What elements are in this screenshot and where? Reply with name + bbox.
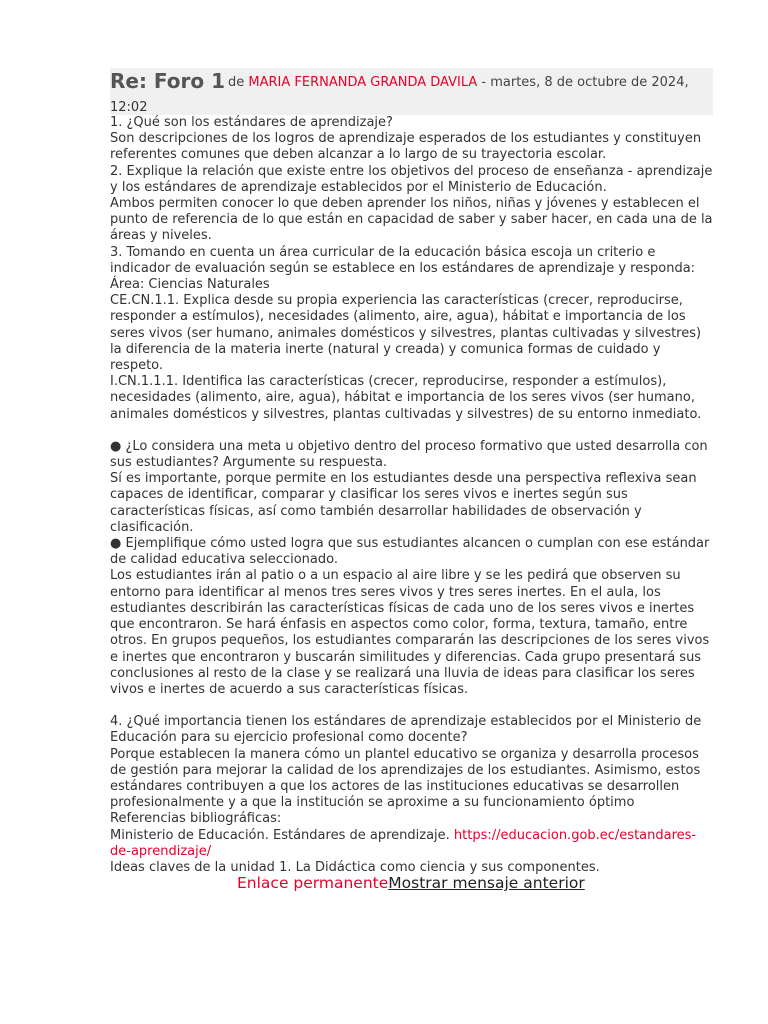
reference-1-text: Ministerio de Educación. Estándares de aprendizaje. xyxy=(110,827,454,843)
references-heading: Referencias bibliográficas: xyxy=(110,811,282,827)
question-2: 2. Explique la relación que existe entre los objetivos del proceso de enseñanza - aprendizaje y los estándares de aprendizaje establecidos por el Ministerio de Educación. xyxy=(110,163,717,195)
indicator-text: I.CN.1.1.1. Identifica las características (crecer, reproducirse, responder a estímulos), necesidades (alimento, aire, agua), hábitat e importancia de los seres vivos (ser humano, animales domésticos y silvestres, plantas cultivadas y silvestres) de su entorno inmediato. xyxy=(110,374,702,422)
show-previous-link[interactable]: Mostrar mensaje anterior xyxy=(388,874,585,892)
bullet-answer-a: Sí es importante, porque permite en los estudiantes desde una perspectiva reflexiva sean capaces de identificar, comparar y clasificar los seres vivos e inertes según sus características físicas, así como también desarrollar habilidades de observación y clasificación. xyxy=(110,471,701,535)
permalink-link[interactable]: Enlace permanente xyxy=(237,874,389,892)
by-word: de xyxy=(228,75,245,90)
reference-1 xyxy=(110,828,713,860)
reference-2: Ideas claves de la unidad 1. La Didáctica como ciencia y sus componentes. xyxy=(110,859,600,875)
answer-2: Ambos permiten conocer lo que deben aprender los niños, niñas y jóvenes y establecen el punto de referencia de lo que están en capacidad de saber y saber hacer, en cada una de la áreas y niveles. xyxy=(110,196,717,244)
answer-4: Porque establecen la manera cómo un plantel educativo se organiza y desarrolla procesos de gestión para mejorar la calidad de los aprendizajes de los estudiantes. Asimismo, estos estándares contribuyen a que los actores de las instituciones educativas se desarrollen profesionalmente y a que la institución se aproxime a su funcionamiento óptimo xyxy=(110,746,705,811)
spacer xyxy=(110,698,713,714)
area-label: Área: Ciencias Naturales xyxy=(110,277,270,293)
question-1: 1. ¿Qué son los estándares de aprendizaje? xyxy=(110,115,393,130)
post-subject: Re: Foro 1 xyxy=(110,69,225,93)
post-author-link[interactable]: MARIA FERNANDA GRANDA DAVILA xyxy=(248,75,478,90)
criterion-text: CE.CN.1.1. Explica desde su propia experiencia las características (crecer, reproducirse, responder a estímulos), necesidades (alimento, aire, agua), hábitat e importancia de los seres vivos (ser humano, animales domésticos y silvestres, plantas cultivadas y silvestres) la diferencia de la materia inerte (natural y creada) y comunica formas de cuidado y respeto. xyxy=(110,293,706,374)
post-time: 12:02 xyxy=(110,100,148,115)
post-body xyxy=(110,115,717,876)
post-meta xyxy=(228,75,689,91)
post-header xyxy=(110,68,713,115)
spacer xyxy=(110,423,713,439)
question-4: 4. ¿Qué importancia tienen los estándares de aprendizaje establecidos por el Ministerio de Educación para su ejercicio profesional como docente? xyxy=(110,714,706,746)
bullet-question-b: ● Ejemplifique cómo usted logra que sus estudiantes alcancen o cumplan con ese estándar de calidad educativa seleccionado. xyxy=(110,536,714,568)
forum-post xyxy=(110,68,717,876)
bullet-answer-b: Los estudiantes irán al patio o a un espacio al aire libre y se les pedirá que observen su entorno para identificar al menos tres seres vivos y tres seres inertes. En el aula, los estudiantes describirán las características físicas de cada uno de los seres vivos e inertes que encontraron. Se hará énfasis en aspectos como color, forma, textura, tamaño, entre otros. En grupos pequeños, los estudiantes compararán las descripciones de los seres vivos e inertes que encontraron y buscarán similitudes y diferencias. Cada grupo presentará sus conclusiones al resto de la clase y se realizará una lluvia de ideas para clasificar los seres vivos e inertes de acuerdo a sus características físicas. xyxy=(110,568,714,697)
post-date: - martes, 8 de octubre de 2024, xyxy=(477,75,689,90)
bullet-question-a: ● ¿Lo considera una meta u objetivo dentro del proceso formativo que usted desarrolla con sus estudiantes? Argumente su respuesta. xyxy=(110,438,712,471)
reference-1-link[interactable]: https://educacion.gob.ec/estandares-de-aprendizaje/ xyxy=(110,827,697,859)
post-footer xyxy=(237,874,585,892)
answer-1: Son descripciones de los logros de aprendizaje esperados de los estudiantes y constituyen referentes comunes que deben alcanzar a lo largo de su trayectoria escolar. xyxy=(110,131,706,163)
question-3: 3. Tomando en cuenta un área curricular de la educación básica escoja un criterio e indicador de evaluación según se establece en los estándares de aprendizaje y responda: xyxy=(110,244,696,276)
